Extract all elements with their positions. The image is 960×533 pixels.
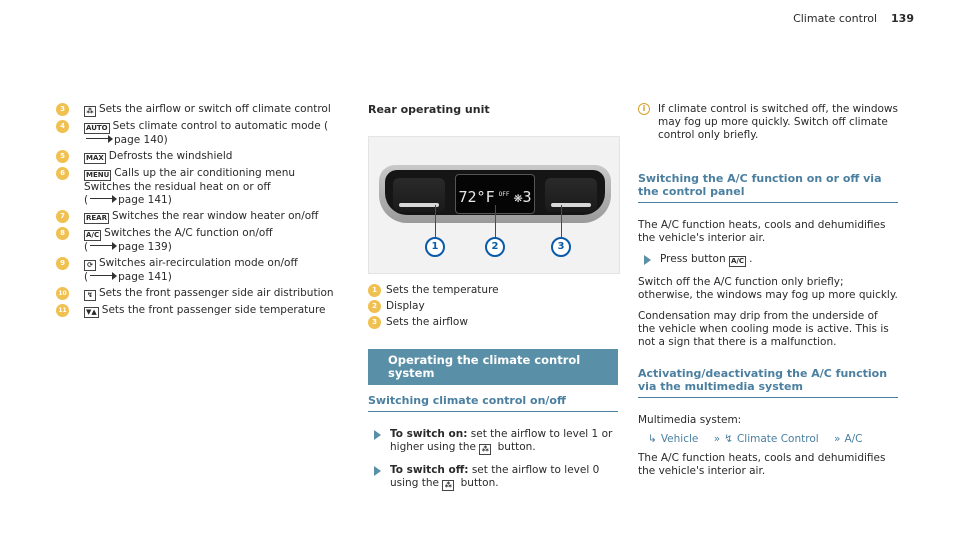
paragraph: Condensation may drip from the underside of the vehicle when cooling mode is active. This is not a sign that there is a malfunction. xyxy=(638,310,889,348)
page-ref-arrow-icon xyxy=(88,272,118,280)
airflow-icon: ⁂ xyxy=(479,444,491,455)
callout-3: 3 xyxy=(551,237,571,257)
info-icon: i xyxy=(638,103,650,115)
item-number: 5 xyxy=(56,150,69,163)
item-number: 6 xyxy=(56,167,69,180)
page-ref-link[interactable]: page 140) xyxy=(114,134,168,146)
page-ref-link[interactable]: page 141) xyxy=(118,271,172,283)
instruction-step: Press button A/C . xyxy=(638,253,898,267)
chevron-right-icon: » xyxy=(834,433,841,445)
item-number: 8 xyxy=(56,227,69,240)
left-column xyxy=(56,103,356,321)
item-number: 11 xyxy=(56,304,69,317)
climate-display: 72°F $^{OFF}$ ❋3 xyxy=(455,174,535,214)
section-name: Climate control xyxy=(793,12,878,25)
section-title: Operating the climate control system xyxy=(368,349,618,385)
rear-operating-unit-image xyxy=(368,136,620,274)
item-number: 10 xyxy=(56,287,69,300)
item-number: 3 xyxy=(56,103,69,116)
right-column xyxy=(638,103,898,486)
callout-2: 2 xyxy=(485,237,505,257)
airflow-button xyxy=(545,178,597,212)
image-legend xyxy=(368,284,618,329)
list-item: 11 ▼▲ Sets the front passenger side temperature xyxy=(56,304,356,318)
temperature-icon: ▼▲ xyxy=(86,308,97,316)
subsection-title: Activating/deactivating the A/C function via the multimedia system xyxy=(638,367,898,398)
paragraph: The A/C function heats, cools and dehumidifies the vehicle's interior air. xyxy=(638,219,886,244)
list-item: 4 AUTO Sets climate control to automatic mode (page 140) xyxy=(56,120,356,147)
ac-icon: A/C xyxy=(730,257,745,265)
info-note: i If climate control is switched off, the windows may fog up more quickly. Switch off climate control only briefly. xyxy=(638,103,898,142)
ac-icon: A/C xyxy=(86,231,100,239)
airflow-icon: ⁂ xyxy=(442,480,454,491)
enter-arrow-icon: ↳ xyxy=(648,433,657,445)
subsection-title: Switching the A/C function on or off via the control panel xyxy=(638,172,898,203)
recirculation-icon: ⟳ xyxy=(84,260,96,271)
chevron-right-icon: » xyxy=(713,433,721,445)
callout-1: 1 xyxy=(425,237,445,257)
paragraph: The A/C function heats, cools and dehumidifies the vehicle's interior air. xyxy=(638,452,886,477)
page-ref-link[interactable]: page 141) xyxy=(118,194,172,206)
list-item: 9 ⟳ Switches air-recirculation mode on/off ( page 141) xyxy=(56,257,356,284)
list-item: 7 REAR Switches the rear window heater on/off xyxy=(56,210,356,224)
page-ref-link[interactable]: page 139) xyxy=(118,241,172,253)
item-number: 7 xyxy=(56,210,69,223)
instruction-step: To switch on: set the airflow to level 1 or higher using the ⁂ button. xyxy=(368,428,618,455)
item-number: 4 xyxy=(56,120,69,133)
item-number: 9 xyxy=(56,257,69,270)
instruction-step: To switch off: set the airflow to level 0 using the ⁂ button. xyxy=(368,464,618,491)
paragraph: Multimedia system: xyxy=(638,414,742,426)
page-number: 139 xyxy=(891,12,914,25)
menu-path-item[interactable]: A/C xyxy=(844,433,863,445)
page-header xyxy=(793,12,914,25)
legend-item: 3 Sets the airflow xyxy=(368,316,618,329)
page-ref-arrow-icon xyxy=(88,195,118,203)
menu-icon: MENU xyxy=(86,171,110,179)
menu-path xyxy=(638,433,898,446)
list-item: 8 A/C Switches the A/C function on/off ( page 139) xyxy=(56,227,356,254)
rear-window-heater-icon: REAR xyxy=(86,214,107,222)
menu-path-item[interactable]: Climate Control xyxy=(736,433,819,445)
middle-column xyxy=(368,103,618,500)
menu-path-item[interactable]: Vehicle xyxy=(660,433,699,445)
air-distribution-icon: ↯ xyxy=(84,290,96,301)
legend-item: 1 Sets the temperature xyxy=(368,284,618,297)
rear-unit-heading: Rear operating unit xyxy=(368,103,490,116)
airflow-icon: ⁂ xyxy=(84,106,96,117)
list-item: 3 ⁂ Sets the airflow or switch off climate control xyxy=(56,103,356,117)
temperature-button xyxy=(393,178,445,212)
list-item: 6 MENU Calls up the air conditioning menu Switches the residual heat on or off ( page 141) xyxy=(56,167,356,207)
list-item: 5 MAX Defrosts the windshield xyxy=(56,150,356,164)
climate-icon: ↯ xyxy=(724,433,733,445)
page-ref-arrow-icon xyxy=(88,242,118,250)
auto-icon: AUTO xyxy=(86,124,108,132)
paragraph: Switch off the A/C function only briefly; otherwise, the windows may fog up more quickly. xyxy=(638,276,898,301)
list-item: 10 ↯ Sets the front passenger side air distribution xyxy=(56,287,356,301)
page-ref-arrow-icon xyxy=(84,135,114,143)
defrost-icon: MAX xyxy=(86,154,104,162)
subsection-title: Switching climate control on/off xyxy=(368,394,618,412)
legend-item: 2 Display xyxy=(368,300,618,313)
